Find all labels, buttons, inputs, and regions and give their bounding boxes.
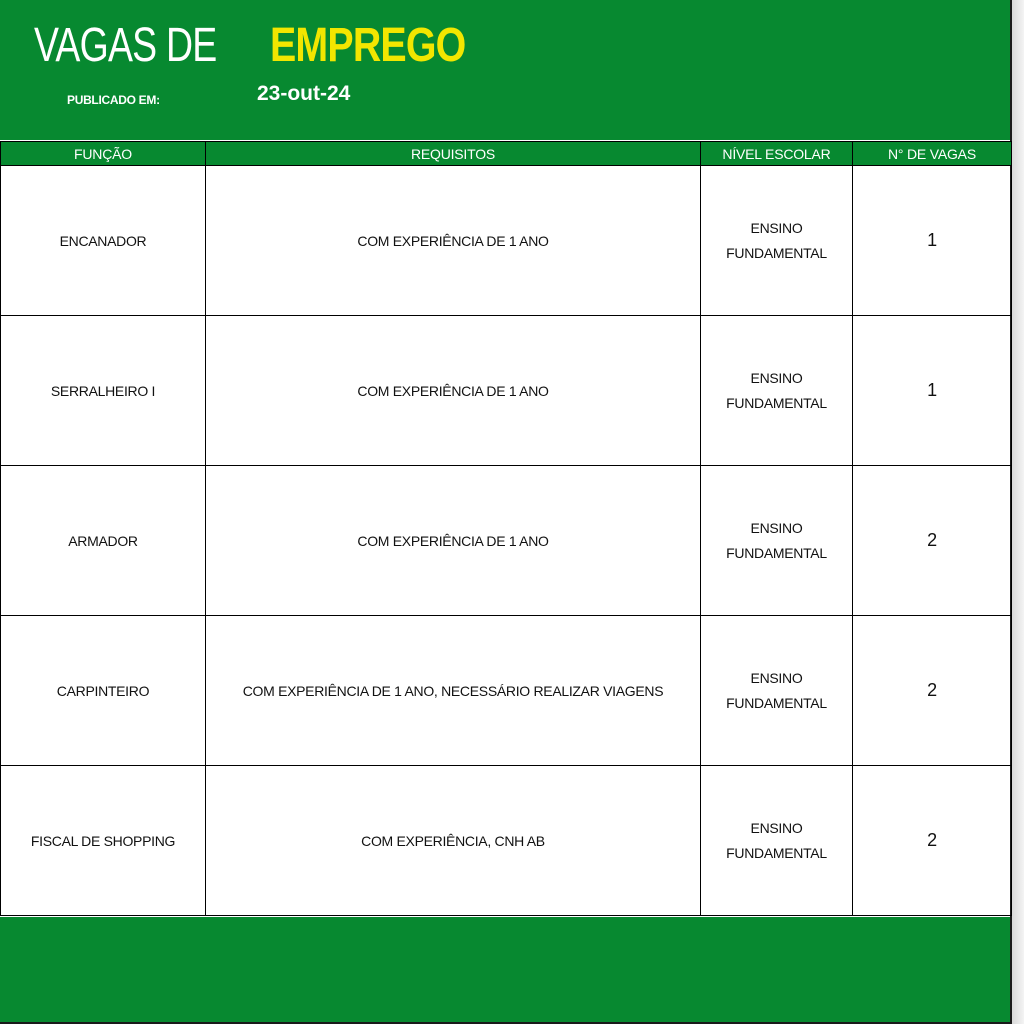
cell-vagas: 2 <box>853 466 1012 616</box>
cell-funcao: CARPINTEIRO <box>1 616 206 766</box>
cell-nivel-escolar <box>701 616 853 766</box>
table-row <box>1 766 1012 916</box>
nivel-line-2: FUNDAMENTAL <box>726 394 827 411</box>
nivel-line-1: ENSINO <box>750 219 803 236</box>
column-header-funcao: FUNÇÃO <box>1 142 206 166</box>
cell-requisitos: COM EXPERIÊNCIA DE 1 ANO, NECESSÁRIO REALIZAR VIAGENS <box>206 616 701 766</box>
table-row <box>1 466 1012 616</box>
table-row <box>1 166 1012 316</box>
table-header-row <box>1 142 1012 166</box>
cell-requisitos: COM EXPERIÊNCIA DE 1 ANO <box>206 466 701 616</box>
column-header-requisitos: REQUISITOS <box>206 142 701 166</box>
header-banner <box>0 0 1010 140</box>
nivel-line-1: ENSINO <box>750 669 803 686</box>
cell-funcao: ENCANADOR <box>1 166 206 316</box>
cell-requisitos: COM EXPERIÊNCIA, CNH AB <box>206 766 701 916</box>
title-emprego: EMPREGO <box>270 19 466 72</box>
cell-funcao: FISCAL DE SHOPPING <box>1 766 206 916</box>
cell-nivel-escolar <box>701 466 853 616</box>
cell-vagas: 1 <box>853 166 1012 316</box>
title-vagas-de: VAGAS DE <box>34 19 217 72</box>
nivel-line-2: FUNDAMENTAL <box>726 844 827 861</box>
cell-nivel-escolar <box>701 166 853 316</box>
cell-funcao: SERRALHEIRO I <box>1 316 206 466</box>
nivel-line-2: FUNDAMENTAL <box>726 694 827 711</box>
cell-nivel-escolar <box>701 766 853 916</box>
cell-nivel-escolar <box>701 316 853 466</box>
cell-requisitos: COM EXPERIÊNCIA DE 1 ANO <box>206 166 701 316</box>
cell-requisitos: COM EXPERIÊNCIA DE 1 ANO <box>206 316 701 466</box>
nivel-line-1: ENSINO <box>750 369 803 386</box>
cell-funcao: ARMADOR <box>1 466 206 616</box>
column-header-vagas: N° DE VAGAS <box>853 142 1012 166</box>
cell-vagas: 2 <box>853 616 1012 766</box>
nivel-line-1: ENSINO <box>750 519 803 536</box>
page-edge-shadow <box>1012 0 1024 1024</box>
nivel-line-2: FUNDAMENTAL <box>726 244 827 261</box>
nivel-line-2: FUNDAMENTAL <box>726 544 827 561</box>
nivel-line-1: ENSINO <box>750 819 803 836</box>
footer-banner <box>0 917 1010 1022</box>
cell-vagas: 2 <box>853 766 1012 916</box>
table-row <box>1 616 1012 766</box>
table-row <box>1 316 1012 466</box>
column-header-nivel-escolar: NÍVEL ESCOLAR <box>701 142 853 166</box>
cell-vagas: 1 <box>853 316 1012 466</box>
published-date: 23-out-24 <box>257 82 351 105</box>
published-label: PUBLICADO EM: <box>67 93 160 107</box>
jobs-table <box>0 141 1012 916</box>
